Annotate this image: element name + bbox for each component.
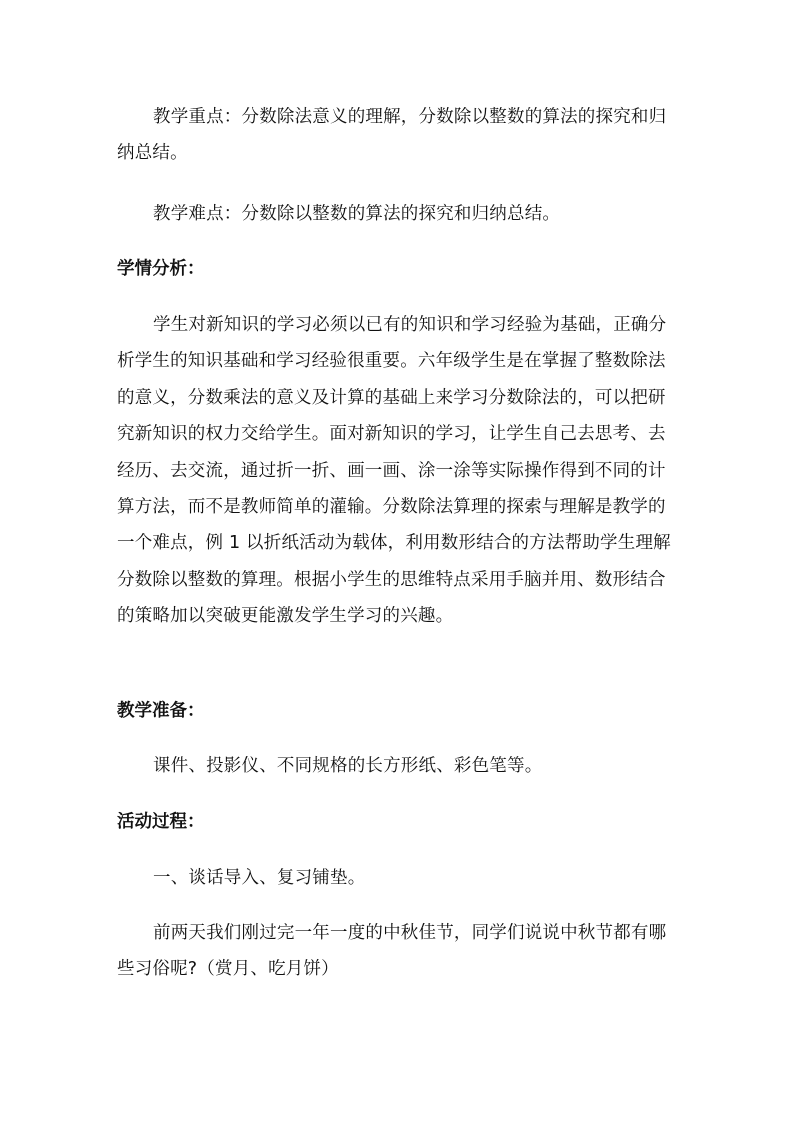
learning-analysis-paragraph: 学生对新知识的学习必须以已有的知识和学习经验为基础，正确分析学生的知识基础和学习经验很重要。六年级学生是在掌握了整数除法的意义，分数乘法的意义及计算的基础上来学习分数除法的，可以把研究新知识的权力交给学生。面对新知识的学习，让学生自己去思考、去经历、去交流，通过折一折、画一画、涂一涂等实际操作得到不同的计算方法，而不是教师简单的灌输。分数除法算理的探索与理解是教学的一个难点，例 1 以折纸活动为载体，利用数形结合的方法帮助学生理解分数除以整数的算理。根据小学生的思维特点采用手脑并用、数形结合的策略加以突破更能激发学生学习的兴趣。 [117, 315, 671, 627]
learning-analysis-heading: 学情分析： [117, 259, 205, 279]
intro-paragraph: 前两天我们刚过完一年一度的中秋佳节，同学们说说中秋节都有哪些习俗呢?（赏月、吃月饼） [117, 923, 667, 980]
step-one-heading: 一、谈话导入、复习铺垫。 [153, 868, 366, 888]
teaching-preparation-heading: 教学准备： [117, 701, 205, 721]
activity-process-heading: 活动过程： [117, 812, 205, 832]
teaching-focus-paragraph: 教学重点：分数除法意义的理解，分数除以整数的算法的探究和归纳总结。 [117, 107, 667, 164]
teaching-difficulty-paragraph: 教学难点：分数除以整数的算法的探究和归纳总结。 [153, 204, 561, 224]
teaching-preparation-paragraph: 课件、投影仪、不同规格的长方形纸、彩色笔等。 [153, 756, 543, 776]
